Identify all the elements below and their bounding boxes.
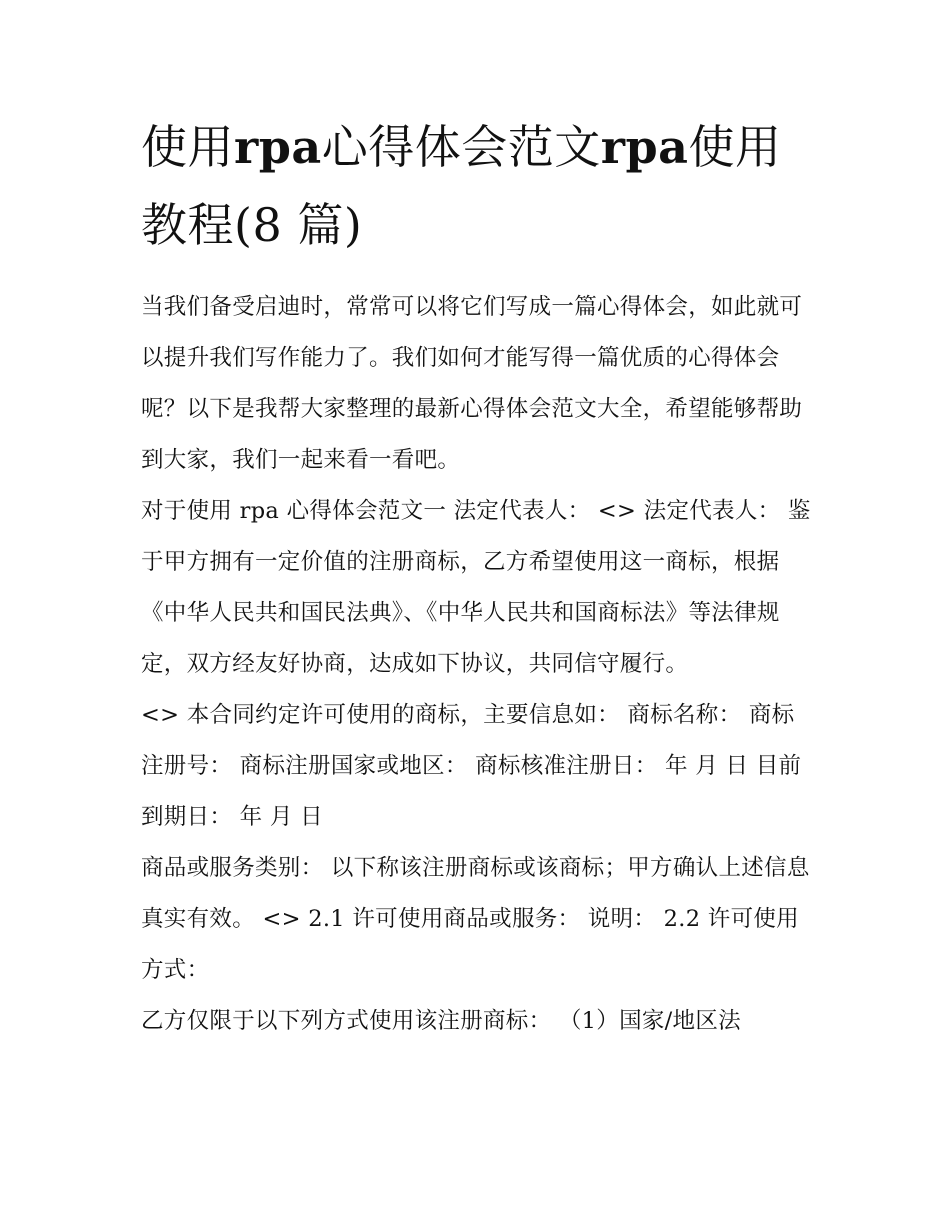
paragraph-intro: 当我们备受启迪时，常常可以将它们写成一篇心得体会，如此就可以提升我们写作能力了。我们如何才能写得一篇优质的心得体会呢？以下是我帮大家整理的最新心得体会范文大全，希望能够帮助到大家，我们一起来看一看吧。 [141,294,803,473]
title-part-bold: rpa [600,120,689,174]
title-part: 使用教程(8 篇) [141,120,782,252]
title-part-bold: rpa [234,120,322,174]
title-part: 使用 [141,120,234,174]
paragraph-contract-preamble: 对于使用 rpa 心得体会范文一 法定代表人： <> 法定代表人： 鉴于甲方拥有一定价值的注册商标，乙方希望使用这一商标，根据《中华人民共和国民法典》、《中华人民共和国商标法》等法律规定，双方经友好协商，达成如下协议，共同信守履行。 [141,498,811,677]
paragraph-trademark-info: <> 本合同约定许可使用的商标，主要信息如： 商标名称： 商标注册号： 商标注册国家或地区： 商标核准注册日： 年 月 日 目前到期日： 年 月 日 [141,702,802,830]
paragraph-goods-services: 商品或服务类别： 以下称该注册商标或该商标；甲方确认上述信息真实有效。 <> 2.1 许可使用商品或服务： 说明： 2.2 许可使用方式： [141,855,810,983]
document-body [141,108,813,1047]
paragraph-usage-methods: 乙方仅限于以下列方式使用该注册商标： （1）国家/地区法 [141,1008,741,1034]
document-title [141,108,813,264]
title-part: 心得体会范文 [321,120,601,174]
